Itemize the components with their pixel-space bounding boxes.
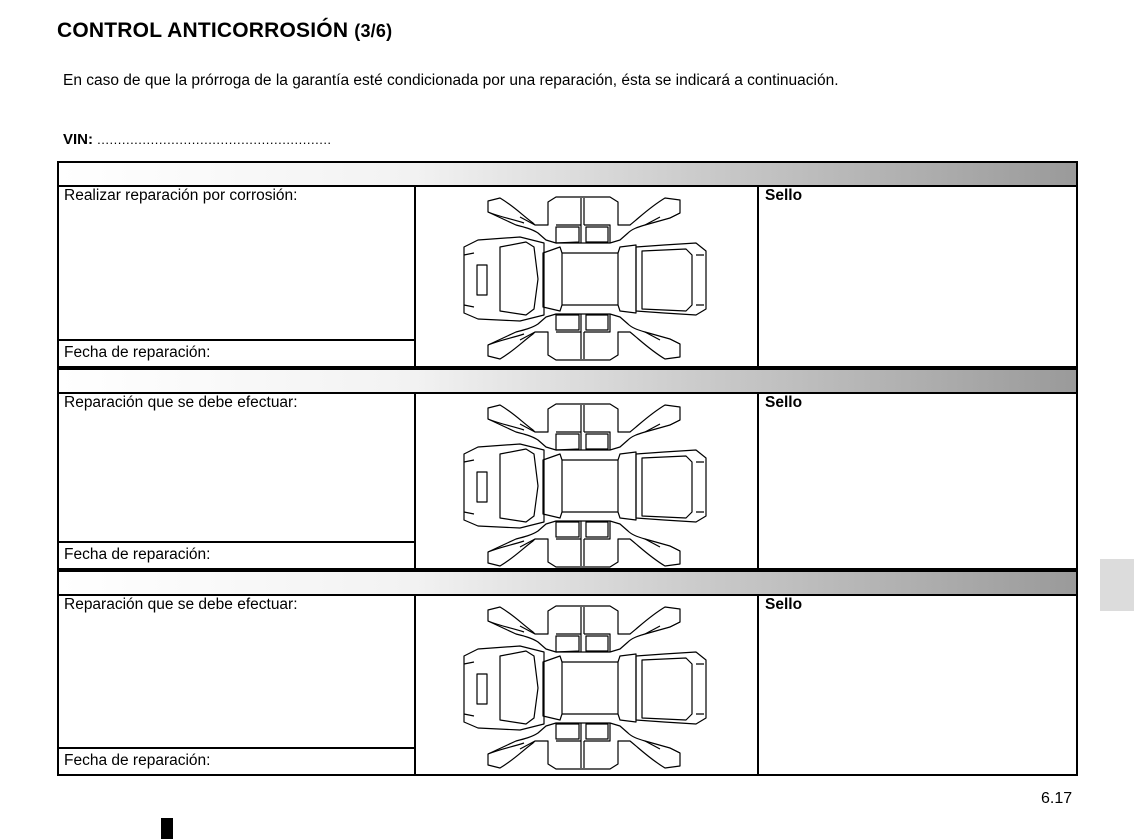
- repair-label: Reparación que se debe efectuar:: [64, 596, 298, 613]
- stamp-cell[interactable]: [759, 185, 1076, 366]
- page-title: [57, 19, 392, 43]
- intro-paragraph: En caso de que la prórroga de la garantía esté condicionada por una reparación, ésta se indicará a continuación.: [63, 72, 839, 89]
- vin-line: [63, 131, 332, 148]
- repair-date-cell[interactable]: [59, 747, 414, 774]
- repair-section-2: [57, 392, 1078, 570]
- repair-label: Reparación que se debe efectuar:: [64, 394, 298, 411]
- page-number: 6.17: [1041, 790, 1073, 807]
- chapter-thumb-tab: [1100, 559, 1134, 611]
- car-diagram-cell[interactable]: [416, 185, 759, 366]
- repair-date-label: Fecha de reparación:: [64, 344, 211, 361]
- car-diagram-cell[interactable]: [416, 392, 759, 568]
- repair-description-cell[interactable]: [59, 594, 416, 774]
- stamp-label: Sello: [765, 596, 803, 613]
- repair-date-cell[interactable]: [59, 339, 414, 366]
- section-header-bar-3: [57, 570, 1078, 596]
- car-diagram-icon: [460, 604, 716, 772]
- stamp-cell[interactable]: [759, 392, 1076, 568]
- repair-date-label: Fecha de reparación:: [64, 752, 211, 769]
- car-diagram-icon: [460, 402, 716, 570]
- repair-section-1: [57, 185, 1078, 368]
- stamp-label: Sello: [765, 187, 803, 204]
- repair-description-cell[interactable]: [59, 392, 416, 568]
- vin-label: VIN:: [63, 131, 93, 148]
- section-header-bar-1: [57, 161, 1078, 187]
- stamp-label: Sello: [765, 394, 803, 411]
- car-diagram-cell[interactable]: [416, 594, 759, 774]
- print-marker: [161, 818, 173, 839]
- car-diagram-icon: [460, 195, 716, 363]
- stamp-cell[interactable]: [759, 594, 1076, 774]
- section-header-bar-2: [57, 368, 1078, 394]
- repair-date-label: Fecha de reparación:: [64, 546, 211, 563]
- page-fraction: (3/6): [354, 21, 393, 41]
- repair-date-cell[interactable]: [59, 541, 414, 568]
- repair-label: Realizar reparación por corrosión:: [64, 187, 298, 204]
- page-title-text: CONTROL ANTICORROSIÓN: [57, 19, 349, 42]
- repair-section-3: [57, 594, 1078, 776]
- vin-fill-dots: .........................................................: [97, 132, 332, 147]
- repair-description-cell[interactable]: [59, 185, 416, 366]
